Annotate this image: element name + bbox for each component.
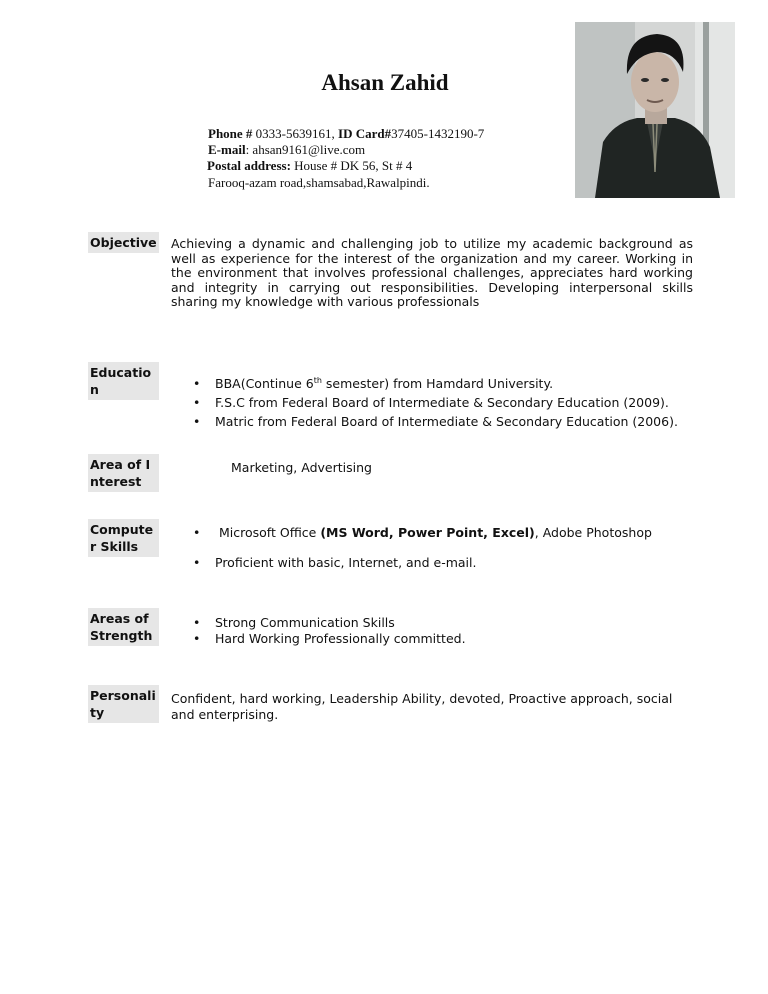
postal-line bbox=[207, 158, 412, 174]
computer-skill-item bbox=[193, 553, 476, 572]
section-label-personality: Personality bbox=[88, 685, 159, 723]
email-value: : ahsan9161@live.com bbox=[245, 142, 366, 157]
education-item-text: Matric from Federal Board of Intermediate & Secondary Education (2006). bbox=[215, 414, 678, 429]
postal-value: House # DK 56, St # 4 bbox=[290, 158, 413, 173]
computer-skill-item bbox=[193, 523, 652, 542]
phone-id-line bbox=[208, 126, 484, 142]
email-label: E-mail bbox=[208, 142, 246, 157]
profile-photo bbox=[575, 22, 735, 198]
postal-line-2: Farooq-azam road,shamsabad,Rawalpindi. bbox=[208, 175, 430, 190]
interest-text: Marketing, Advertising bbox=[231, 460, 372, 475]
education-item bbox=[193, 374, 553, 393]
section-label-strength: Areas of Strength bbox=[88, 608, 159, 646]
section-label-interest: Area of Interest bbox=[88, 454, 159, 492]
computer-skill-post: , Adobe Photoshop bbox=[534, 525, 652, 540]
education-item-text: F.S.C from Federal Board of Intermediate & Secondary Education (2009). bbox=[215, 395, 669, 410]
education-item-sup: th bbox=[313, 375, 322, 385]
computer-skill-bold: (MS Word, Power Point, Excel) bbox=[320, 525, 535, 540]
education-item bbox=[193, 412, 678, 431]
strength-item-text: Strong Communication Skills bbox=[215, 615, 395, 630]
strength-item bbox=[193, 629, 466, 648]
computer-skill-pre: Microsoft Office bbox=[219, 525, 321, 540]
objective-text: Achieving a dynamic and challenging job to utilize my academic background as well as experience for the interest of the organization and my career. Working in the environment that involves professional challenges, appreciates hard working and integrity in carrying out responsibilities. Developing interpersonal skills sharing my knowledge with various professionals bbox=[171, 236, 693, 310]
postal-label: Postal address: bbox=[207, 158, 291, 173]
section-label-objective: Objective bbox=[88, 232, 159, 253]
education-item-text-pre: BBA(Continue 6 bbox=[215, 376, 314, 391]
id-card-label: ID Card# bbox=[338, 126, 392, 141]
strength-item-text: Hard Working Professionally committed. bbox=[215, 631, 466, 646]
section-label-education: Education bbox=[88, 362, 159, 400]
phone-label: Phone # bbox=[208, 126, 253, 141]
computer-skill-text: Proficient with basic, Internet, and e-mail. bbox=[215, 555, 477, 570]
education-item bbox=[193, 393, 669, 412]
email-line bbox=[208, 142, 365, 158]
candidate-name: Ahsan Zahid bbox=[321, 70, 449, 95]
id-card-value: 37405-1432190-7 bbox=[391, 126, 485, 141]
education-item-text-post: semester) from Hamdard University. bbox=[321, 376, 554, 391]
personality-text: Confident, hard working, Leadership Ability, devoted, Proactive approach, social and enterprising. bbox=[171, 691, 673, 722]
section-label-computer-skills: Computer Skills bbox=[88, 519, 159, 557]
phone-value: 0333-5639161, bbox=[252, 126, 335, 141]
